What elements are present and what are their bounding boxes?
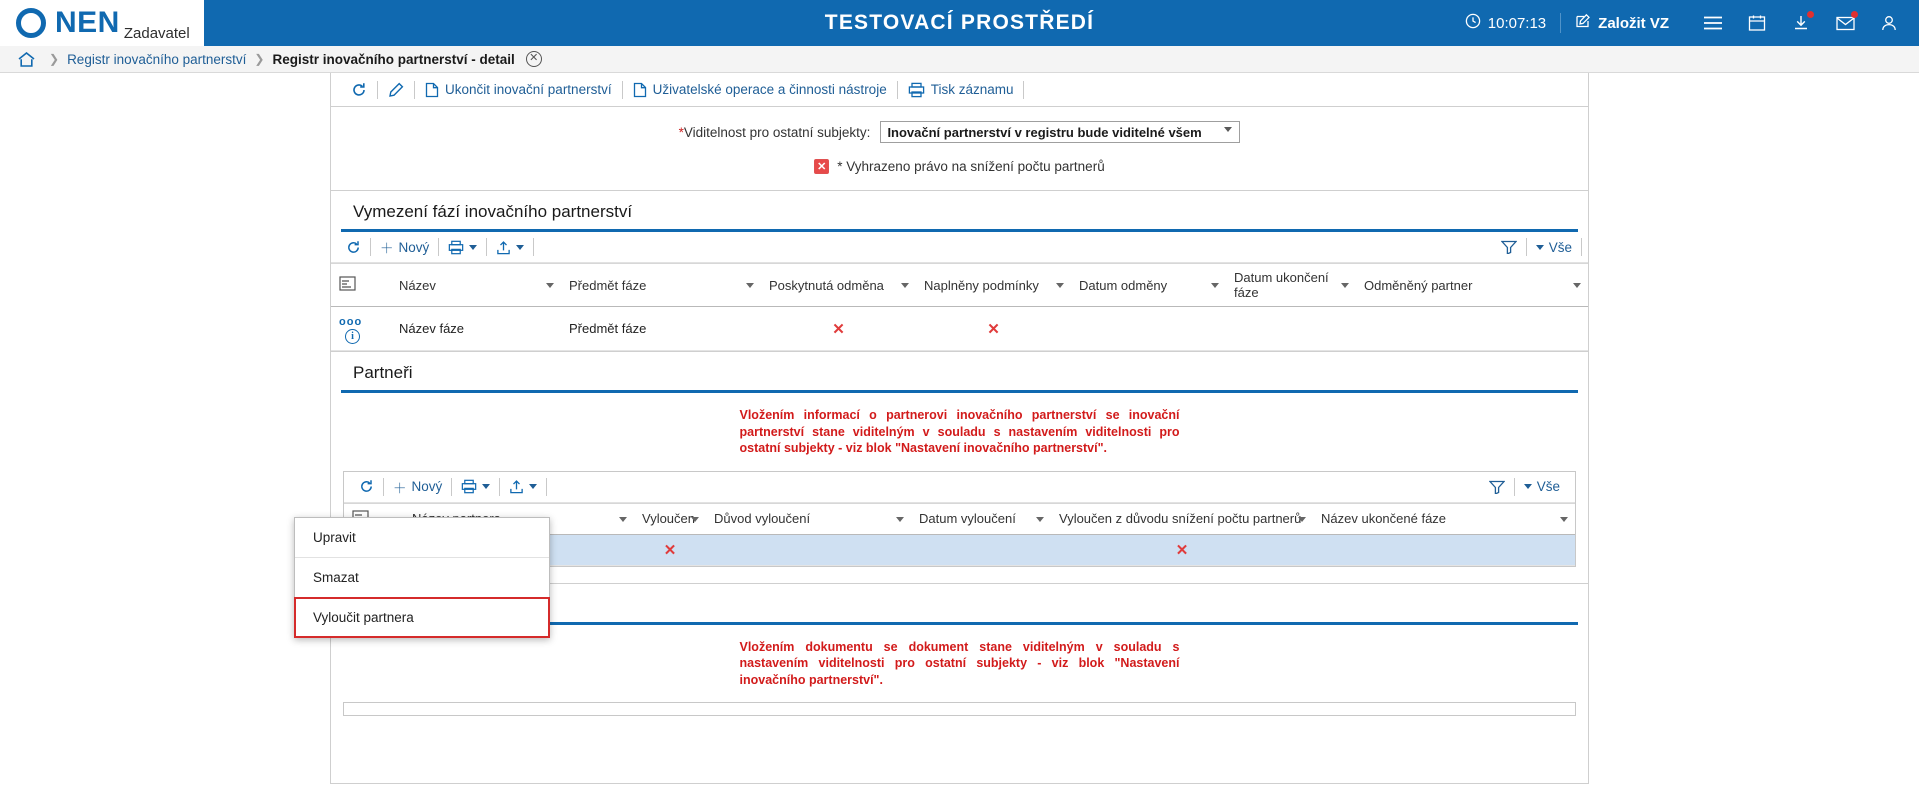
top-bar [0,0,1919,46]
partners-gridbar-right [1480,478,1569,496]
filter-caret-icon [1211,283,1219,288]
phases-all-label: Vše [1548,239,1572,255]
phases-title: Vymezení fází inovačního partnerství [341,191,1578,232]
toolbar-divider-5 [1023,81,1024,99]
visibility-select-value: Inovační partnerství v registru bude viditelné všem [887,124,1202,140]
phases-cell-datum-odmeny [1071,307,1226,351]
partners-col-duvod[interactable] [706,503,911,534]
phases-cell-partner [1356,307,1588,351]
partners-new-label: Nový [411,479,443,495]
toolbar-user-ops-label: Uživatelské operace a činnosti nástroje [652,82,887,97]
partners-col-vyloucen-label: Vyloučen [642,511,695,527]
phases-gridbar-right [1492,238,1582,256]
visibility-panel [330,107,1589,191]
partners-cell-duvod [706,534,911,565]
clock-icon [1465,13,1481,33]
phases-all-button[interactable] [1527,240,1581,255]
phases-col-podminky[interactable] [916,264,1071,307]
phases-cell-podminky [916,307,1071,351]
partners-col-faze-label: Název ukončené fáze [1321,511,1447,527]
partners-gb-divider-4 [546,478,547,496]
toolbar-end-partnership-label: Ukončit inovační partnerství [445,82,612,97]
visibility-field-row [331,121,1588,143]
partners-col-snizeni[interactable] [1051,503,1313,534]
refresh-icon [351,82,367,98]
phases-col-datum-odmeny[interactable] [1071,264,1226,307]
environment-title: TESTOVACÍ PROSTŘEDÍ [824,11,1095,34]
partners-filter-button[interactable] [1480,480,1514,494]
breadcrumb [0,46,1919,73]
phases-filter-button[interactable] [1492,240,1526,254]
phases-col-partner-label: Odměněný partner [1364,277,1473,293]
phases-col-podminky-label: Naplněny podmínky [924,277,1039,293]
breadcrumb-item-registr[interactable]: Registr inovačního partnerství [67,51,247,67]
partners-print-button[interactable] [452,479,499,494]
phases-table-body [331,307,1588,351]
create-vz-label: Založit VZ [1598,14,1669,32]
phases-cell-odmena [761,307,916,351]
phases-col-predmet[interactable] [561,264,761,307]
visibility-label-text: Viditelnost pro ostatní subjekty: [683,124,871,140]
partners-all-button[interactable] [1515,479,1569,494]
phases-cell-datum-ukonceni [1226,307,1356,351]
x-mark-icon: ✕ [663,541,677,559]
breadcrumb-separator: ❯ [49,52,60,66]
context-menu-item-upravit[interactable]: Upravit [295,518,549,558]
pencil-icon [388,82,404,98]
phases-print-button[interactable] [439,240,486,255]
partners-all-label: Vše [1536,479,1560,495]
partners-cell-snizeni [1051,534,1313,565]
partners-col-faze[interactable] [1313,503,1575,534]
brand-name: NEN [55,6,120,39]
reserved-right-checkbox[interactable]: ✕ [814,159,829,174]
info-icon[interactable]: i [345,329,360,344]
phases-cell-nazev: Název fáze [391,307,561,351]
partners-cell-vyloucen [634,534,706,565]
phases-row-ops[interactable] [331,307,391,351]
close-icon[interactable]: ✕ [526,51,542,67]
phases-print-caret-icon [469,245,477,250]
phases-col-nazev[interactable] [391,264,561,307]
partners-col-datum-label: Datum vyloučení [919,511,1016,527]
phases-gridbar [331,232,1588,263]
content-column [313,73,1589,784]
row-context-menu [294,517,550,638]
partners-export-button[interactable] [500,479,546,494]
create-vz-button[interactable] [1575,13,1685,33]
reserved-right-row [331,159,1588,174]
calendar-icon[interactable] [1735,0,1779,46]
filter-caret-icon [546,283,554,288]
filter-caret-icon [1298,517,1306,522]
pencil-square-icon [1575,13,1591,33]
phases-refresh-button[interactable] [337,240,370,255]
phases-col-nazev-label: Název [399,277,436,293]
column-chooser-icon [339,279,356,294]
toolbar-user-ops-button[interactable] [623,73,897,106]
toolbar-edit-button[interactable] [378,73,414,106]
phases-export-button[interactable] [487,240,533,255]
documents-warning: Vložením dokumentu se dokument stane viditelným v souladu s nastavením viditelnosti pro ostatní subjekty - viz blok "Nastavení inovačního partnerství". [739,639,1180,687]
phases-col-selector[interactable] [331,264,391,307]
mail-badge [1851,11,1858,18]
partners-new-button[interactable] [384,477,451,497]
phases-col-datum-ukonceni-label: Datum ukončení fáze [1234,270,1329,300]
phases-gb-divider-6 [1581,238,1582,256]
filter-caret-icon [1056,283,1064,288]
phases-col-odmena[interactable] [761,264,916,307]
phases-section [330,191,1589,352]
reserved-right-label: * Vyhrazeno právo na snížení počtu partnerů [837,159,1105,174]
toolbar-refresh-button[interactable] [341,73,377,106]
download-icon[interactable] [1779,0,1823,46]
filter-caret-icon [896,517,904,522]
phases-col-partner[interactable] [1356,264,1588,307]
document-icon [425,82,439,98]
page-body [0,73,1919,786]
partners-cell-datum [911,534,1051,565]
documents-card [343,702,1576,716]
phases-new-label: Nový [398,239,430,255]
brand-logo[interactable] [0,0,204,46]
nen-ring-icon [16,8,46,38]
filter-caret-icon [619,517,627,522]
phases-all-caret-icon [1536,245,1544,250]
context-menu-item-smazat[interactable]: Smazat [295,558,549,598]
visibility-select[interactable] [880,121,1240,143]
filter-caret-icon [1573,283,1581,288]
phases-export-caret-icon [516,245,524,250]
required-asterisk: * [678,124,684,140]
home-icon[interactable] [10,52,41,67]
filter-caret-icon [1341,283,1349,288]
clock [1465,13,1561,33]
download-badge [1807,11,1814,18]
phases-col-odmena-label: Poskytnutá odměna [769,277,884,293]
partners-warning: Vložením informací o partnerovi inovačního partnerství se inovační partnerství stane viditelným v souladu s nastavením viditelnosti pro ostatní subjekty - viz blok "Nastavení inovačního partnerství". [739,408,1180,456]
x-mark-icon: ✕ [987,320,1000,338]
partners-col-vyloucen[interactable] [634,503,706,534]
partners-all-caret-icon [1524,484,1532,489]
context-menu-item-vyloucit-partnera[interactable]: Vyloučit partnera [294,597,550,638]
filter-caret-icon [1560,517,1568,522]
partners-col-datum[interactable] [911,503,1051,534]
phases-new-button[interactable] [371,237,438,257]
chevron-down-icon [1224,127,1232,132]
partners-title: Partneři [341,352,1578,393]
mail-icon[interactable] [1823,0,1867,46]
record-toolbar [330,73,1589,107]
documents-inner-wrap [331,625,1588,733]
partners-refresh-button[interactable] [350,479,383,494]
phases-cell-predmet: Předmět fáze [561,307,761,351]
top-bar-actions [1465,0,1919,46]
x-mark-icon: ✕ [1175,541,1189,559]
visibility-label [679,125,871,140]
partners-col-duvod-label: Důvod vyloučení [714,511,811,527]
toolbar-print-label: Tisk záznamu [930,82,1014,97]
menu-icon[interactable] [1691,0,1735,46]
breadcrumb-separator-2: ❯ [254,52,265,66]
partners-export-caret-icon [529,484,537,489]
partners-gridbar [344,472,1575,503]
partners-cell-faze [1313,534,1575,565]
filter-caret-icon [901,283,909,288]
partners-col-snizeni-label: Vyloučen z důvodu snížení počtu partnerů [1059,511,1302,527]
x-mark-icon: ✕ [832,320,845,338]
print-icon [908,82,925,98]
brand-subtitle: Zadavatel [123,25,190,42]
clock-time: 10:07:13 [1487,14,1547,32]
plus-icon: ＋ [393,480,407,496]
phases-gb-divider-4 [533,238,534,256]
phases-header-row [331,264,1588,307]
document-stack-icon [633,82,647,98]
table-row[interactable] [331,307,1588,351]
phases-table [331,263,1588,351]
phases-table-head [331,264,1588,307]
filter-caret-icon [691,517,699,522]
partners-print-caret-icon [482,484,490,489]
filter-caret-icon [746,283,754,288]
phases-col-datum-ukonceni[interactable] [1226,264,1356,307]
toolbar-print-button[interactable] [898,73,1024,106]
plus-icon: ＋ [380,241,394,256]
breadcrumb-item-detail[interactable]: Registr inovačního partnerství - detail [272,51,515,67]
user-icon[interactable] [1867,0,1911,46]
toolbar-end-partnership-button[interactable] [415,73,622,106]
phases-col-predmet-label: Předmět fáze [569,277,647,293]
phases-col-datum-odmeny-label: Datum odměny [1079,277,1168,293]
filter-caret-icon [1036,517,1044,522]
row-menu-icon[interactable]: ooo [339,316,363,328]
